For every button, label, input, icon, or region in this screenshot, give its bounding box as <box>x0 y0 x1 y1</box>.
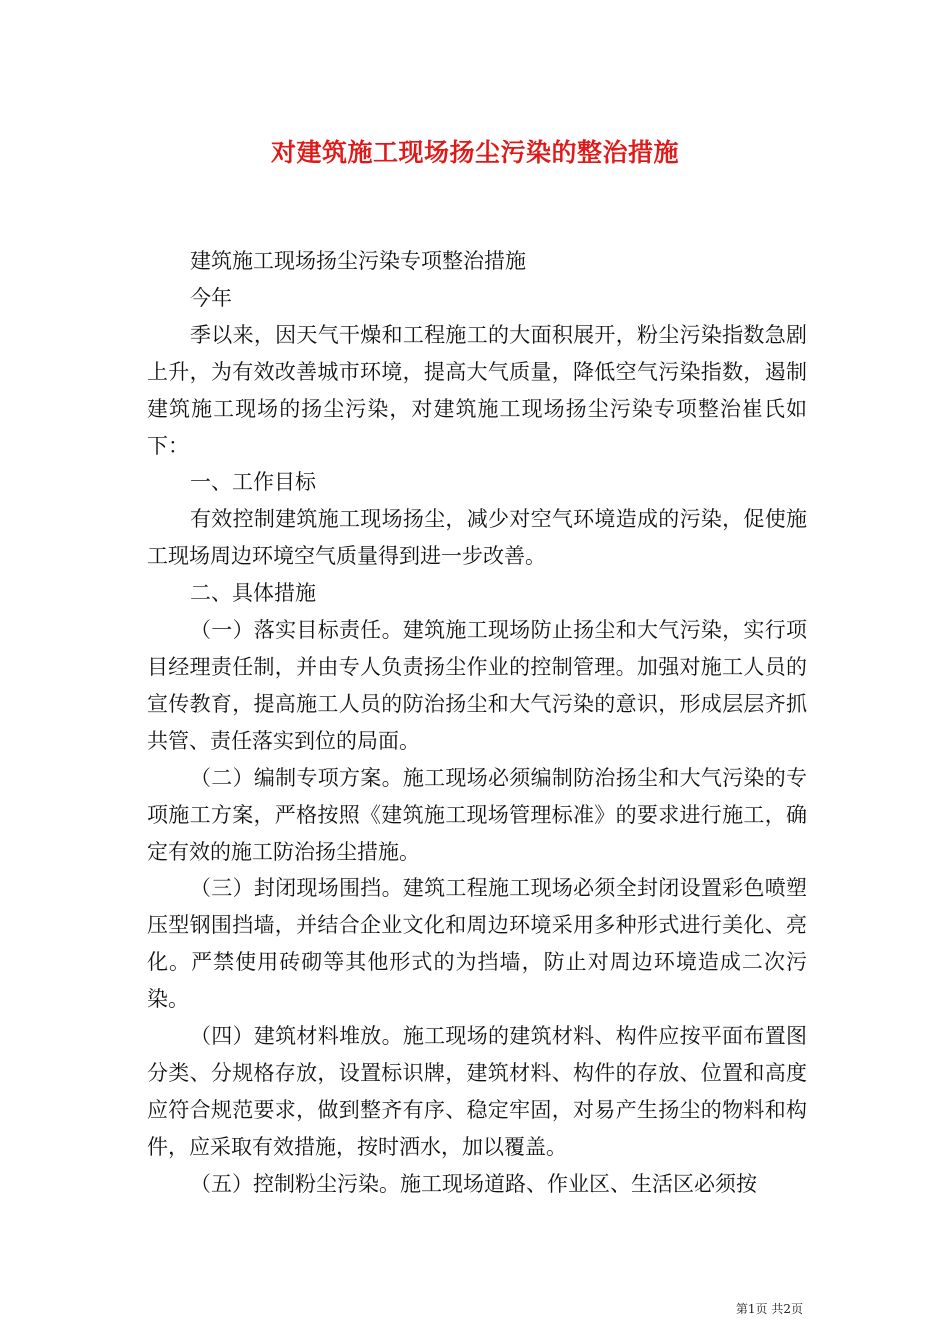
paragraph-subtitle: 建筑施工现场扬尘污染专项整治措施 <box>190 249 526 273</box>
paragraph-measure-5: （五）控制粉尘污染。施工现场道路、作业区、生活区必须按 <box>190 1171 757 1196</box>
page-number-footer: 第1页 共2页 <box>735 1302 803 1316</box>
section-heading-measures: 二、具体措施 <box>190 581 316 606</box>
paragraph-measure-2: （二）编制专项方案。施工现场必须编制防治扬尘和大气污染的专项施工方案，严格按照《建筑施工现场管理标准》的要求进行施工，确定有效的施工防治扬尘措施。 <box>147 765 807 864</box>
paragraph-measure-1: （一）落实目标责任。建筑施工现场防止扬尘和大气污染，实行项目经理责任制，并由专人负责扬尘作业的控制管理。加强对施工人员的宣传教育，提高施工人员的防治扬尘和大气污染的意识，形成层层齐抓共管、责任落实到位的局面。 <box>147 618 807 753</box>
section-heading-goal: 一、工作目标 <box>190 470 316 495</box>
paragraph-measure-3: （三）封闭现场围挡。建筑工程施工现场必须全封闭设置彩色喷塑压型钢围挡墙，并结合企业文化和周边环境采用多种形式进行美化、亮化。严禁使用砖砌等其他形式的为挡墙，防止对周边环境造成二次污染。 <box>147 876 807 1012</box>
document-title: 对建筑施工现场扬尘污染的整治措施 <box>270 138 679 167</box>
document-body <box>147 243 807 1203</box>
paragraph-measure-4: （四）建筑材料堆放。施工现场的建筑材料、构件应按平面布置图分类、分规格存放，设置标识牌，建筑材料、构件的存放、位置和高度应符合规范要求，做到整齐有序、稳定牢固，对易产生扬尘的物料和构件，应采取有效措施，按时洒水，加以覆盖。 <box>147 1024 807 1159</box>
paragraph-this-year: 今年 <box>190 285 232 310</box>
paragraph-intro: 季以来，因天气干燥和工程施工的大面积展开，粉尘污染指数急剧上升，为有效改善城市环境，提高大气质量，降低空气污染指数，遏制建筑施工现场的扬尘污染，对建筑施工现场扬尘污染专项整治崔氏如下： <box>147 322 807 458</box>
paragraph-goal: 有效控制建筑施工现场扬尘，减少对空气环境造成的污染，促使施工现场周边环境空气质量得到进一步改善。 <box>147 507 807 569</box>
